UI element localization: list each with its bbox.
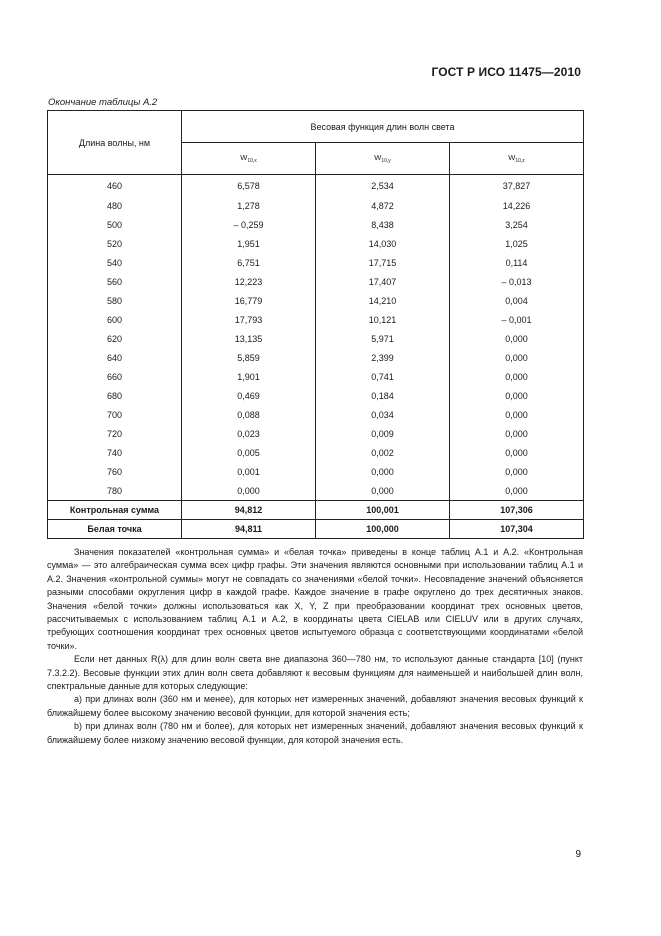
weighting-function-table <box>47 110 584 539</box>
table-cell: 5,971 <box>316 330 450 349</box>
table-cell: 540 <box>48 254 182 273</box>
table-cell: 1,025 <box>450 235 584 254</box>
table-cell: 640 <box>48 349 182 368</box>
table-cell: 6,751 <box>182 254 316 273</box>
table-cell: 17,407 <box>316 273 450 292</box>
table-cell: 520 <box>48 235 182 254</box>
table-row <box>48 444 584 463</box>
column-header-w3 <box>450 143 584 175</box>
table-cell: 0,000 <box>450 387 584 406</box>
table-cell: 620 <box>48 330 182 349</box>
table-cell: 740 <box>48 444 182 463</box>
table-cell: 3,254 <box>450 216 584 235</box>
table-cell: 1,278 <box>182 197 316 216</box>
table-cell: 700 <box>48 406 182 425</box>
table-cell: – 0,001 <box>450 311 584 330</box>
table-row <box>48 273 584 292</box>
summary-cell: 107,306 <box>450 501 584 520</box>
table-row <box>48 368 584 387</box>
table-cell: 16,779 <box>182 292 316 311</box>
table-cell: 0,009 <box>316 425 450 444</box>
subcol-base: W <box>508 153 516 162</box>
column-header-w2 <box>316 143 450 175</box>
table-row <box>48 406 584 425</box>
table-cell: 14,030 <box>316 235 450 254</box>
table-row <box>48 311 584 330</box>
table-cell: 600 <box>48 311 182 330</box>
table-row <box>48 463 584 482</box>
subcol-base: W <box>374 153 382 162</box>
column-header-weighting-group: Весовая функция длин волн света <box>182 111 584 143</box>
table-row <box>48 425 584 444</box>
table-cell: 0,741 <box>316 368 450 387</box>
table-cell: 480 <box>48 197 182 216</box>
table-cell: 0,088 <box>182 406 316 425</box>
table-row <box>48 197 584 216</box>
table-cell: 0,000 <box>450 330 584 349</box>
table-cell: 500 <box>48 216 182 235</box>
table-cell: 0,184 <box>316 387 450 406</box>
table-cell: 10,121 <box>316 311 450 330</box>
table-row <box>48 235 584 254</box>
table-row <box>48 175 584 197</box>
table-cell: 0,114 <box>450 254 584 273</box>
body-text <box>47 546 583 747</box>
paragraph: Если нет данных R(λ) для длин волн света вне диапазона 360—780 нм, то используют данные стандарта [10] (пункт 7.3.2.2). Весовые функции этих длин волн света добавляют к весовым функциям для наименьшей и наибольшей длин волн, спектральные данные для которых следующие: <box>47 654 583 692</box>
table-cell: 12,223 <box>182 273 316 292</box>
summary-cell: 94,811 <box>182 520 316 539</box>
paragraph: b) при длинах волн (780 нм и более), для которых нет измеренных значений, добавляют значения весовых функций к ближайшему более низкому значению весовой функции, для которой значения есть. <box>47 721 583 745</box>
table-cell: 0,002 <box>316 444 450 463</box>
table-cell: 0,034 <box>316 406 450 425</box>
table-cell: 1,951 <box>182 235 316 254</box>
paragraph: Значения показателей «контрольная сумма» и «белая точка» приведены в конце таблиц А.1 и А.2. «Контрольная сумма» — это алгебраическая сумма всех цифр графы. Эти значения являются основными при использовании таблиц А.1 и А.2. Значения «контрольной суммы» могут не совпадать со значениями «белой точки». Несовпадение значений объясняется разными способами округления цифр в каждой графе. Каждое значение в графе округлено до трех десятичных знаков. Значения «белой точки» должны использоваться как X, Y, Z при преобразовании координат трех основных цветов, рассчитываемых с использованием таблиц А.1 и А.2, в координаты цвета CIELAB или CIELUV или в других случаях, требующих соотношения координат трех основных цветов испытуемого образца с соответствующими координатами «белой точки». <box>47 547 583 651</box>
table-cell: 6,578 <box>182 175 316 197</box>
standard-header: ГОСТ Р ИСО 11475—2010 <box>431 65 581 79</box>
table-cell: 17,715 <box>316 254 450 273</box>
table-row <box>48 216 584 235</box>
table-cell: 13,135 <box>182 330 316 349</box>
table-cell: – 0,013 <box>450 273 584 292</box>
table-cell: 660 <box>48 368 182 387</box>
table-row <box>48 254 584 273</box>
table-cell: 0,000 <box>450 425 584 444</box>
table-cell: 4,872 <box>316 197 450 216</box>
table-cell: – 0,259 <box>182 216 316 235</box>
table-cell: 0,000 <box>450 444 584 463</box>
table-caption: Окончание таблицы А.2 <box>48 97 158 108</box>
summary-row <box>48 520 584 539</box>
table-cell: 17,793 <box>182 311 316 330</box>
subcol-subscript: 10,x <box>247 158 257 164</box>
table-cell: 5,859 <box>182 349 316 368</box>
table-cell: 0,000 <box>450 482 584 501</box>
table-cell: 0,000 <box>450 406 584 425</box>
table-cell: 0,000 <box>450 349 584 368</box>
table-cell: 0,005 <box>182 444 316 463</box>
summary-row <box>48 501 584 520</box>
table-cell: 460 <box>48 175 182 197</box>
table-row <box>48 292 584 311</box>
table-cell: 37,827 <box>450 175 584 197</box>
table-cell: 0,000 <box>182 482 316 501</box>
table-cell: 780 <box>48 482 182 501</box>
table-row <box>48 349 584 368</box>
table-cell: 2,399 <box>316 349 450 368</box>
table-cell: 2,534 <box>316 175 450 197</box>
summary-cell: 100,000 <box>316 520 450 539</box>
table-body <box>48 175 584 539</box>
subcol-base: W <box>240 153 248 162</box>
paragraph: а) при длинах волн (360 нм и менее), для которых нет измеренных значений, добавляют значения весовых функций к ближайшему более высокому значению весовой функции, для которой значения есть; <box>47 694 583 718</box>
table-row <box>48 387 584 406</box>
summary-cell: Белая точка <box>48 520 182 539</box>
table-cell: 0,001 <box>182 463 316 482</box>
subcol-subscript: 10,z <box>515 158 525 164</box>
column-header-wavelength: Длина волны, нм <box>48 111 182 175</box>
page-number: 9 <box>575 849 581 860</box>
table-cell: 580 <box>48 292 182 311</box>
summary-cell: 107,304 <box>450 520 584 539</box>
table-cell: 0,000 <box>316 482 450 501</box>
table-cell: 0,469 <box>182 387 316 406</box>
column-header-w1 <box>182 143 316 175</box>
table-cell: 14,210 <box>316 292 450 311</box>
table-cell: 0,023 <box>182 425 316 444</box>
table-cell: 1,901 <box>182 368 316 387</box>
table-cell: 0,000 <box>316 463 450 482</box>
summary-cell: 94,812 <box>182 501 316 520</box>
table-cell: 14,226 <box>450 197 584 216</box>
table-cell: 680 <box>48 387 182 406</box>
table-row <box>48 482 584 501</box>
table-row <box>48 330 584 349</box>
table-cell: 0,004 <box>450 292 584 311</box>
table-cell: 0,000 <box>450 368 584 387</box>
summary-cell: 100,001 <box>316 501 450 520</box>
table-cell: 760 <box>48 463 182 482</box>
table-cell: 8,438 <box>316 216 450 235</box>
table-cell: 720 <box>48 425 182 444</box>
table-cell: 560 <box>48 273 182 292</box>
summary-cell: Контрольная сумма <box>48 501 182 520</box>
subcol-subscript: 10,y <box>381 158 391 164</box>
table-cell: 0,000 <box>450 463 584 482</box>
